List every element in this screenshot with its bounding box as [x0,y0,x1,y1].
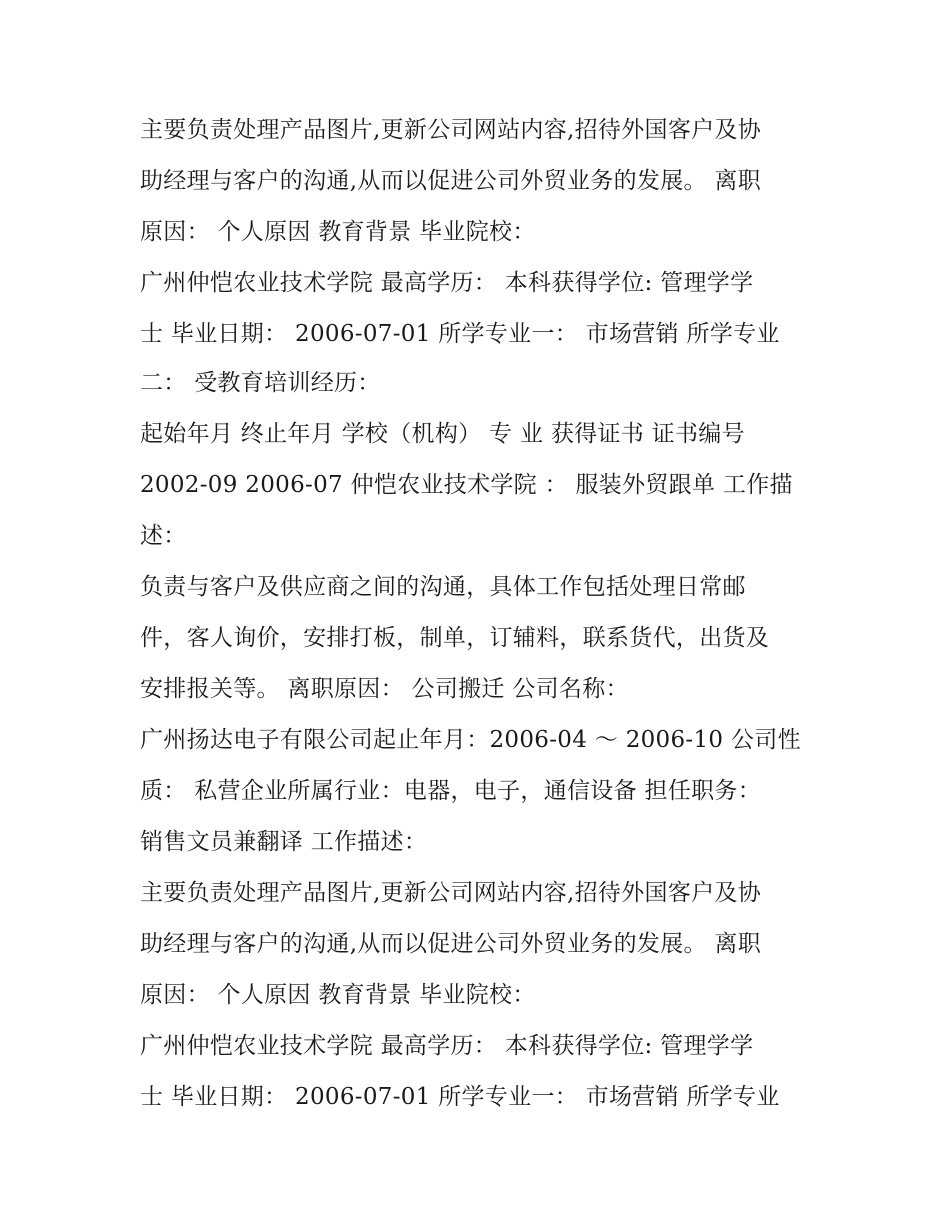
text-line: 原因： 个人原因 教育背景 毕业院校： [140,219,536,245]
text-line: 主要负责处理产品图片,更新公司网站内容,招待外国客户及协 [140,880,762,906]
text-line: 件，客人询价，安排打板，制单，订辅料，联系货代，出货及 [140,625,770,651]
text-line: 广州仲恺农业技术学院 最高学历： 本科获得学位: 管理学学 [140,270,754,296]
text-line: 起始年月 终止年月 学校（机构） 专 业 获得证书 证书编号 [140,421,745,447]
text-line: 安排报关等。 离职原因： 公司搬迁 公司名称： [140,676,629,702]
text-line: 助经理与客户的沟通,从而以促进公司外贸业务的发展。 离职 [140,168,762,194]
text-line: 士 毕业日期： 2006-07-01 所学专业一： 市场营销 所学专业 [140,1084,780,1110]
text-line: 负责与客户及供应商之间的沟通，具体工作包括处理日常邮 [140,574,746,600]
text-line: 广州仲恺农业技术学院 最高学历： 本科获得学位: 管理学学 [140,1033,754,1059]
text-line: 2002-09 2006-07 仲恺农业技术学院 ： 服装外贸跟单 工作描 [140,472,793,498]
text-line: 述： [140,523,187,549]
text-line: 广州扬达电子有限公司起止年月：2006-04 ～ 2006-10 公司性 [140,727,801,753]
text-line: 主要负责处理产品图片,更新公司网站内容,招待外国客户及协 [140,117,762,143]
text-line: 士 毕业日期： 2006-07-01 所学专业一： 市场营销 所学专业 [140,321,780,347]
text-line: 原因： 个人原因 教育背景 毕业院校： [140,982,536,1008]
text-line: 质： 私营企业所属行业：电器，电子，通信设备 担任职务： [140,778,762,804]
text-line: 销售文员兼翻译 工作描述： [140,829,428,855]
text-line: 助经理与客户的沟通,从而以促进公司外贸业务的发展。 离职 [140,931,762,957]
text-line: 二： 受教育培训经历： [140,370,381,396]
